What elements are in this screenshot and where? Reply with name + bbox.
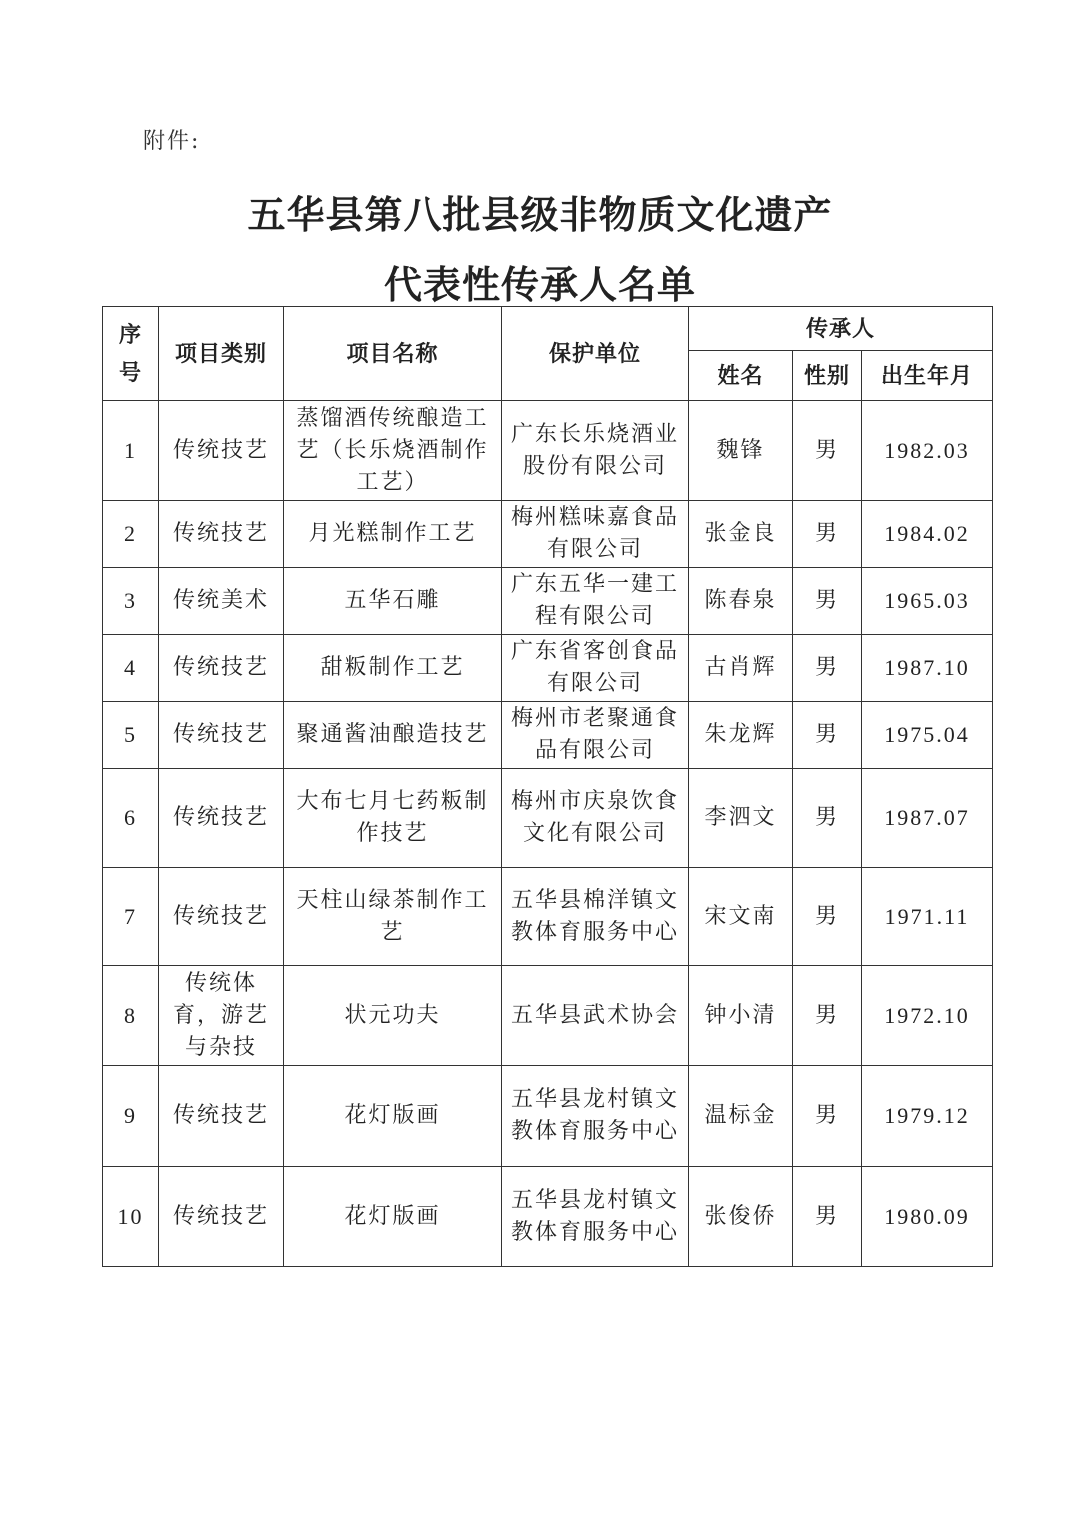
col-header-project: 项目名称 [284,307,502,401]
table-row [103,769,993,868]
row-index: 9 [103,1066,159,1167]
table-row [103,501,993,568]
row-name: 温标金 [689,1066,793,1167]
row-unit: 五华县龙村镇文教体育服务中心 [502,1066,689,1167]
row-unit: 广东省客创食品有限公司 [502,635,689,702]
col-header-name: 姓名 [689,351,793,401]
row-category: 传统技艺 [159,1066,284,1167]
inheritor-table [102,306,993,1267]
row-birth: 1984.02 [862,501,993,568]
row-unit: 梅州糕味嘉食品有限公司 [502,501,689,568]
row-index: 3 [103,568,159,635]
row-birth: 1972.10 [862,966,993,1066]
row-index: 4 [103,635,159,702]
row-index: 1 [103,401,159,501]
row-project: 甜粄制作工艺 [284,635,502,702]
row-category: 传统技艺 [159,401,284,501]
row-gender: 男 [793,568,862,635]
row-birth: 1975.04 [862,702,993,769]
row-project: 状元功夫 [284,966,502,1066]
row-gender: 男 [793,1167,862,1267]
row-category: 传统体育，游艺与杂技 [159,966,284,1066]
row-project: 天柱山绿茶制作工艺 [284,868,502,966]
row-index: 8 [103,966,159,1066]
table-row [103,635,993,702]
row-category: 传统技艺 [159,635,284,702]
row-unit: 梅州市老聚通食品有限公司 [502,702,689,769]
table-row [103,702,993,769]
row-birth: 1987.10 [862,635,993,702]
row-name: 钟小清 [689,966,793,1066]
table-row [103,568,993,635]
row-project: 蒸馏酒传统酿造工艺（长乐烧酒制作工艺） [284,401,502,501]
table-row [103,1167,993,1267]
row-category: 传统技艺 [159,1167,284,1267]
row-index: 2 [103,501,159,568]
row-category: 传统技艺 [159,769,284,868]
table-row [103,1066,993,1167]
table-row [103,401,993,501]
row-gender: 男 [793,702,862,769]
row-project: 月光糕制作工艺 [284,501,502,568]
row-name: 陈春泉 [689,568,793,635]
row-name: 张金良 [689,501,793,568]
row-birth: 1987.07 [862,769,993,868]
col-header-inheritor: 传承人 [689,307,993,351]
row-index: 10 [103,1167,159,1267]
row-project: 花灯版画 [284,1066,502,1167]
row-unit: 梅州市庆泉饮食文化有限公司 [502,769,689,868]
row-project: 大布七月七药粄制作技艺 [284,769,502,868]
row-category: 传统美术 [159,568,284,635]
row-name: 李泗文 [689,769,793,868]
row-project: 花灯版画 [284,1167,502,1267]
row-name: 宋文南 [689,868,793,966]
col-header-unit: 保护单位 [502,307,689,401]
table-row [103,868,993,966]
row-birth: 1980.09 [862,1167,993,1267]
col-header-index: 序号 [103,307,159,401]
row-category: 传统技艺 [159,868,284,966]
row-gender: 男 [793,1066,862,1167]
col-header-category: 项目类别 [159,307,284,401]
row-gender: 男 [793,868,862,966]
page-title: 五华县第八批县级非物质文化遗产 [247,193,833,237]
row-unit: 广东五华一建工程有限公司 [502,568,689,635]
row-unit: 五华县棉洋镇文教体育服务中心 [502,868,689,966]
row-gender: 男 [793,769,862,868]
row-name: 张俊侨 [689,1167,793,1267]
row-birth: 1979.12 [862,1066,993,1167]
row-gender: 男 [793,401,862,501]
col-header-birth: 出生年月 [862,351,993,401]
row-project: 五华石雕 [284,568,502,635]
row-unit: 广东长乐烧酒业股份有限公司 [502,401,689,501]
row-gender: 男 [793,635,862,702]
row-index: 6 [103,769,159,868]
row-birth: 1965.03 [862,568,993,635]
row-name: 古肖辉 [689,635,793,702]
page-subtitle: 代表性传承人名单 [383,263,696,307]
attachment-label: 附件: [143,129,201,154]
row-gender: 男 [793,966,862,1066]
row-index: 5 [103,702,159,769]
row-name: 朱龙辉 [689,702,793,769]
row-name: 魏锋 [689,401,793,501]
table-row [103,966,993,1066]
row-index: 7 [103,868,159,966]
row-unit: 五华县龙村镇文教体育服务中心 [502,1167,689,1267]
row-gender: 男 [793,501,862,568]
row-birth: 1971.11 [862,868,993,966]
row-project: 聚通酱油酿造技艺 [284,702,502,769]
row-unit: 五华县武术协会 [502,966,689,1066]
col-header-gender: 性别 [793,351,862,401]
row-category: 传统技艺 [159,702,284,769]
row-category: 传统技艺 [159,501,284,568]
row-birth: 1982.03 [862,401,993,501]
